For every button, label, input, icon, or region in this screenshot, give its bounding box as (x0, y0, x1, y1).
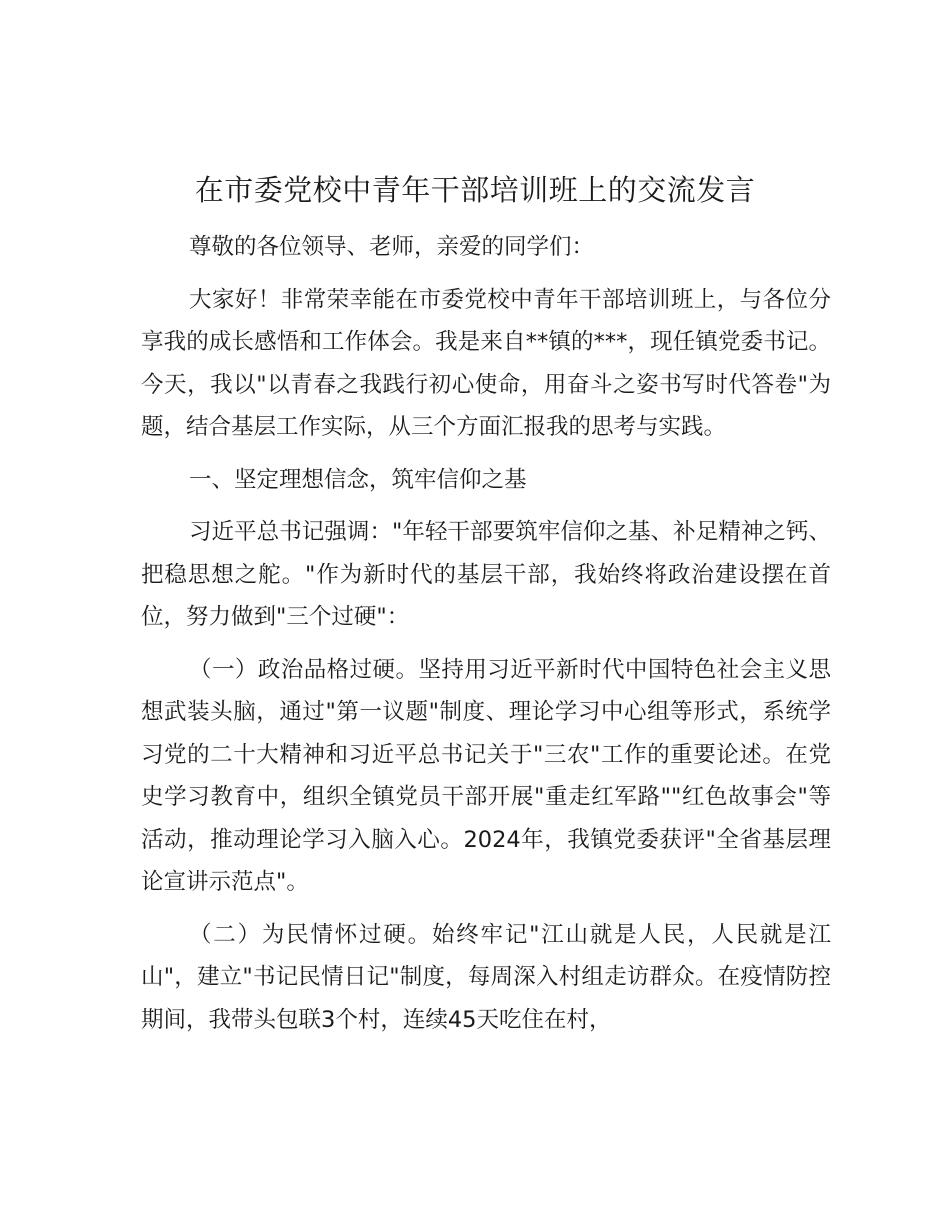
document-title: 在市委党校中青年干部培训班上的交流发言 (194, 173, 756, 207)
body-paragraph: 习近平总书记强调："年轻干部要筑牢信仰之基、补足精神之钙、把稳思想之舵。"作为新时代的基层干部，我始终将政治建设摆在首位，努力做到"三个过硬"： (141, 519, 831, 630)
section-heading-1: 一、坚定理想信念，筑牢信仰之基 (189, 466, 527, 493)
body-paragraph: （一）政治品格过硬。坚持用习近平新时代中国特色社会主义思想武装头脑，通过"第一议题"制度、理论学习中心组等形式，系统学习党的二十大精神和习近平总书记关于"三农"工作的重要论述。在党史学习教育中，组织全镇党员干部开展"重走红军路""红色故事会"等活动，推动理论学习入脑入心。2024年，我镇党委获评"全省基层理论宣讲示范点"。 (141, 656, 831, 895)
document-body (141, 226, 831, 1051)
salutation-paragraph: 尊敬的各位领导、老师，亲爱的同学们： (189, 234, 595, 260)
body-paragraph: （二）为民情怀过硬。始终牢记"江山就是人民，人民就是江山"，建立"书记民情日记"制度，每周深入村组走访群众。在疫情防控期间，我带头包联3个村，连续45天吃住在村， (141, 921, 831, 1033)
intro-paragraph: 大家好！非常荣幸能在市委党校中青年干部培训班上，与各位分享我的成长感悟和工作体会。我是来自**镇的***，现任镇党委书记。今天，我以"以青春之我践行初心使命，用奋斗之姿书写时代答卷"为题，结合基层工作实际，从三个方面汇报我的思考与实践。 (141, 286, 831, 440)
